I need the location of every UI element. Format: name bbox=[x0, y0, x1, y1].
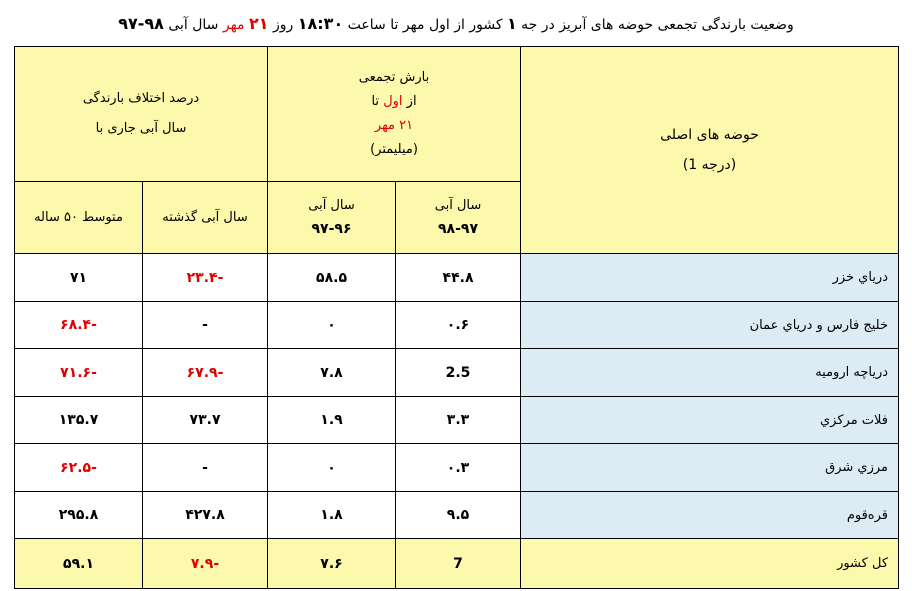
table-row bbox=[15, 254, 899, 302]
basin-name: مرزي شرق bbox=[521, 444, 899, 492]
rain-header-cell bbox=[268, 47, 521, 182]
diff-prev: ۷۳.۷ bbox=[143, 397, 268, 444]
diff-avg: ۲۹۵.۸ bbox=[15, 492, 143, 539]
basin-name: قره‌قوم bbox=[521, 492, 899, 539]
col-current-header bbox=[396, 182, 521, 254]
current-rain: ۰.۶ bbox=[396, 302, 521, 349]
pct-header-sub: سال آبی جاری با bbox=[95, 121, 187, 136]
table-row bbox=[15, 302, 899, 349]
diff-prev: ۴۲۷.۸ bbox=[143, 492, 268, 539]
current-rain: 2.5 bbox=[396, 349, 521, 397]
page-title bbox=[14, 10, 898, 38]
prev-rain: ۵۸.۵ bbox=[268, 254, 396, 302]
col-prev-label: سال آبی bbox=[308, 198, 355, 213]
diff-avg: -۶۲.۵ bbox=[15, 444, 143, 492]
diff-avg: -۶۸.۴ bbox=[15, 302, 143, 349]
diff-prev: -۲۳.۴ bbox=[143, 254, 268, 302]
basin-name: دریاي خزر bbox=[521, 254, 899, 302]
prev-rain: ۰ bbox=[268, 444, 396, 492]
diff-avg: ۷۱ bbox=[15, 254, 143, 302]
rain-header-title: بارش تجمعی bbox=[358, 70, 430, 85]
prev-rain: ۱.۹ bbox=[268, 397, 396, 444]
rain-from: از bbox=[406, 94, 417, 109]
header-row-1 bbox=[15, 47, 899, 182]
diff-prev: - bbox=[143, 302, 268, 349]
title-day: ۲۱ bbox=[249, 14, 269, 33]
basin-header-title: حوضه های اصلی bbox=[660, 127, 759, 143]
current-rain: 7 bbox=[396, 539, 521, 589]
basin-name: خلیج فارس و دریاي عمان bbox=[521, 302, 899, 349]
pct-header-title: درصد اختلاف بارندگی bbox=[82, 91, 200, 106]
title-year: ۹۸-۹۷ bbox=[118, 14, 164, 33]
rain-header-range bbox=[268, 90, 520, 114]
table-row bbox=[15, 444, 899, 492]
basin-header-sub: (درجه 1) bbox=[682, 157, 737, 173]
basin-name: دریاچه ارومیه bbox=[521, 349, 899, 397]
diff-avg: ۵۹.۱ bbox=[15, 539, 143, 589]
diff-prev: - bbox=[143, 444, 268, 492]
rainfall-table bbox=[14, 46, 899, 589]
total-row bbox=[15, 539, 899, 589]
prev-rain: ۰ bbox=[268, 302, 396, 349]
rain-unit: (میلیمتر) bbox=[370, 142, 418, 157]
diff-prev: -۶۷.۹ bbox=[143, 349, 268, 397]
prev-rain: ۷.۸ bbox=[268, 349, 396, 397]
basin-name: فلات مرکزي bbox=[521, 397, 899, 444]
col-prev-year: ۹۷-۹۶ bbox=[311, 221, 352, 237]
basin-name: کل کشور bbox=[521, 539, 899, 589]
table-row bbox=[15, 349, 899, 397]
title-month: مهر bbox=[222, 17, 245, 33]
title-level: ۱ bbox=[506, 14, 517, 33]
table-row bbox=[15, 397, 899, 444]
diff-avg: ۱۳۵.۷ bbox=[15, 397, 143, 444]
basin-header-cell bbox=[521, 47, 899, 254]
col-avg-diff-header: متوسط ۵۰ ساله bbox=[15, 182, 143, 254]
current-rain: ۰.۳ bbox=[396, 444, 521, 492]
table-row bbox=[15, 492, 899, 539]
diff-avg: -۷۱.۶ bbox=[15, 349, 143, 397]
rain-to-date: ۲۱ مهر bbox=[374, 118, 414, 133]
current-rain: ۳.۳ bbox=[396, 397, 521, 444]
col-current-label: سال آبی bbox=[434, 198, 482, 213]
title-text-3: روز bbox=[273, 17, 294, 33]
current-rain: ۴۴.۸ bbox=[396, 254, 521, 302]
title-text-4: سال آبی bbox=[168, 17, 219, 33]
rain-from-date: اول bbox=[383, 94, 403, 109]
diff-prev: -۷.۹ bbox=[143, 539, 268, 589]
col-prev-header bbox=[268, 182, 396, 254]
title-time: ۱۸:۳۰ bbox=[297, 14, 344, 33]
col-current-year: ۹۸-۹۷ bbox=[438, 221, 479, 237]
title-text-2: کشور از اول مهر تا ساعت bbox=[347, 17, 503, 33]
prev-rain: ۱.۸ bbox=[268, 492, 396, 539]
title-text-1: وضعیت بارندگی تجمعی حوضه های آبریز در جه bbox=[521, 17, 794, 33]
prev-rain: ۷.۶ bbox=[268, 539, 396, 589]
current-rain: ۹.۵ bbox=[396, 492, 521, 539]
pct-header-cell bbox=[15, 47, 268, 182]
col-prev-diff-header: سال آبی گذشته bbox=[143, 182, 268, 254]
rain-to: تا bbox=[371, 94, 380, 109]
